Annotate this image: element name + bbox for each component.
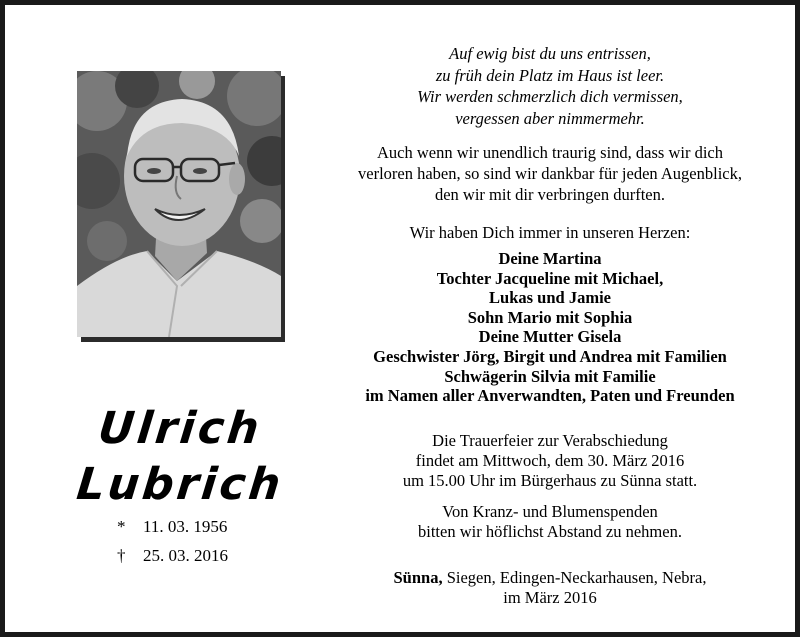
gratitude-paragraph bbox=[327, 142, 773, 205]
birth-date-line bbox=[117, 517, 227, 537]
paragraph-line: Auch wenn wir unendlich traurig sind, dass wir dich bbox=[377, 143, 723, 162]
funeral-service-info bbox=[327, 431, 773, 491]
family-member: Deine Mutter Gisela bbox=[478, 327, 622, 347]
service-line: findet am Mittwoch, dem 30. März 2016 bbox=[415, 451, 685, 470]
flower-donation-note bbox=[327, 502, 773, 542]
portrait-photo bbox=[77, 71, 281, 337]
family-member: Lukas und Jamie bbox=[489, 288, 611, 308]
service-line: Die Trauerfeier zur Verabschiedung bbox=[432, 431, 668, 450]
death-date-line bbox=[117, 546, 228, 566]
poem-line: Auf ewig bist du uns entrissen, bbox=[449, 44, 651, 63]
family-member: im Namen aller Anverwandten, Paten und Freunden bbox=[365, 386, 735, 406]
death-cross-icon: † bbox=[117, 546, 126, 565]
deceased-last-name: Lubrich bbox=[74, 459, 286, 510]
family-member: Sohn Mario mit Sophia bbox=[467, 307, 633, 327]
poem-line: zu früh dein Platz im Haus ist leer. bbox=[435, 65, 665, 85]
family-member: Deine Martina bbox=[498, 249, 602, 268]
family-intro: Wir haben Dich immer in unseren Herzen: bbox=[409, 223, 691, 242]
paragraph-line: verloren haben, so sind wir dankbar für jeden Augenblick, bbox=[358, 164, 742, 183]
paragraph-line: den wir mit dir verbringen durften. bbox=[434, 185, 666, 204]
locations-line bbox=[327, 568, 773, 588]
death-date: 25. 03. 2016 bbox=[143, 546, 228, 565]
locations-date: im März 2016 bbox=[503, 588, 597, 607]
locations-rest: Siegen, Edingen-Neckarhausen, Nebra, bbox=[442, 568, 707, 587]
flowers-line: Von Kranz- und Blumenspenden bbox=[442, 502, 658, 521]
birth-star-icon: * bbox=[117, 517, 126, 536]
service-line: um 15.00 Uhr im Bürgerhaus zu Sünna statt. bbox=[402, 471, 698, 490]
family-member: Schwägerin Silvia mit Familie bbox=[444, 366, 656, 386]
locations-bold-place: Sünna, bbox=[393, 568, 443, 587]
deceased-first-name: Ulrich bbox=[95, 403, 265, 454]
poem-line: vergessen aber nimmermehr. bbox=[455, 108, 645, 128]
birth-date: 11. 03. 1956 bbox=[143, 517, 228, 536]
flowers-line: bitten wir höflichst Abstand zu nehmen. bbox=[418, 522, 682, 541]
family-member: Geschwister Jörg, Birgit und Andrea mit Familien bbox=[373, 346, 727, 366]
memorial-poem bbox=[327, 43, 773, 129]
family-member: Tochter Jacqueline mit Michael, bbox=[436, 268, 664, 288]
family-list bbox=[327, 249, 773, 406]
poem-line: Wir werden schmerzlich dich vermissen, bbox=[417, 87, 683, 106]
locations-signature bbox=[327, 568, 773, 608]
